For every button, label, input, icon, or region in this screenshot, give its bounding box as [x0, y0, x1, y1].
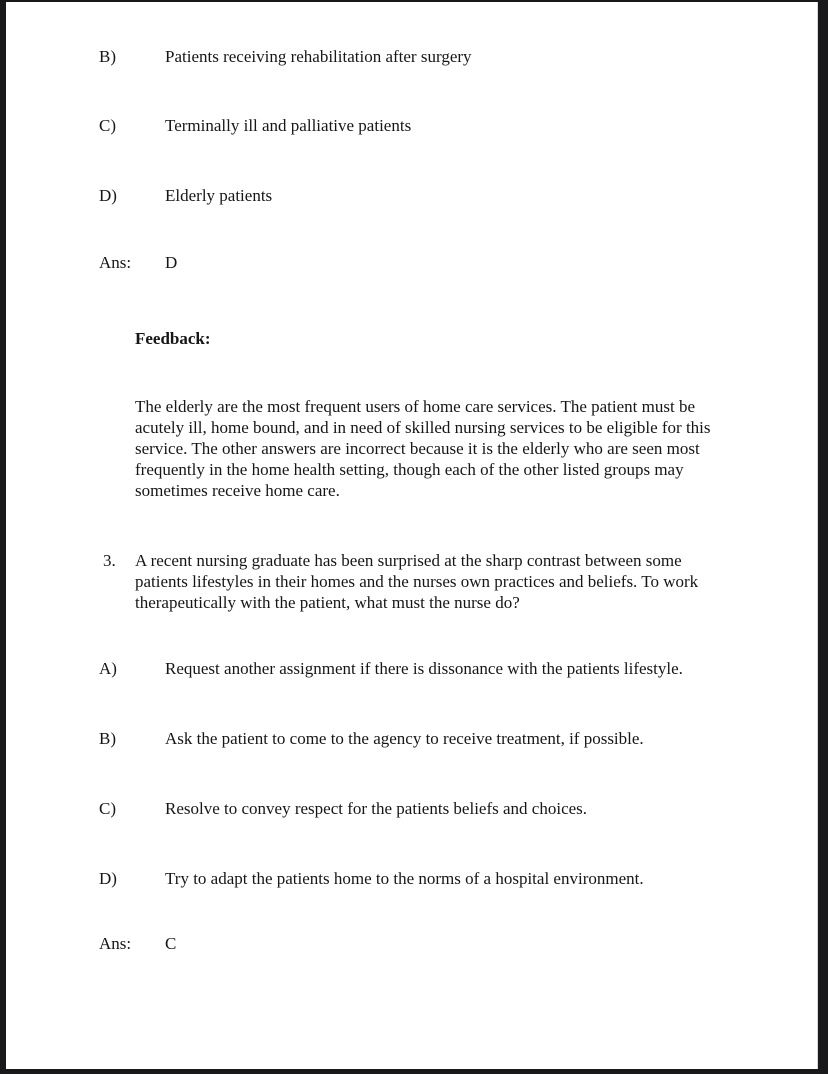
option-letter: A): [99, 659, 117, 678]
option-letter: B): [99, 729, 116, 748]
answer-label: Ans:: [99, 253, 132, 272]
answer-option-row: [0, 728, 828, 749]
answer-option-row: [0, 115, 828, 136]
option-letter: C): [99, 799, 116, 818]
answer-option-row: [0, 185, 828, 206]
feedback-heading: Feedback:: [135, 329, 211, 348]
answer-option-row: [0, 798, 828, 819]
answer-option-row: [0, 658, 828, 679]
option-letter: B): [99, 47, 116, 66]
question-text: A recent nursing graduate has been surprised at the sharp contrast between some patients lifestyles in their homes and the nurses own practices and beliefs. To work therapeutically with the patient, what must the nurse do?: [135, 551, 699, 612]
page-edge-top: [0, 0, 828, 2]
option-text: Request another assignment if there is dissonance with the patients lifestyle.: [165, 659, 683, 678]
option-letter: C): [99, 116, 116, 135]
option-text: Elderly patients: [165, 186, 273, 205]
answer-value: D: [165, 253, 178, 272]
feedback-paragraph: The elderly are the most frequent users of home care services. The patient must be acutely ill, home bound, and in need of skilled nursing services to be eligible for this service. The other answers are incorrect because it is the elderly who are seen most frequently in the home health setting, though each of the other listed groups may sometimes receive home care.: [135, 397, 711, 500]
option-text: Terminally ill and palliative patients: [165, 116, 412, 135]
option-text: Resolve to convey respect for the patients beliefs and choices.: [165, 799, 588, 818]
question-number: 3.: [103, 551, 116, 570]
option-text: Patients receiving rehabilitation after surgery: [165, 47, 472, 66]
option-letter: D): [99, 186, 117, 205]
option-text: Try to adapt the patients home to the norms of a hospital environment.: [165, 869, 644, 888]
feedback-heading-row: [0, 328, 828, 349]
answer-option-row: [0, 46, 828, 67]
page-edge-bottom: [0, 1069, 828, 1074]
page-edge-left: [0, 0, 6, 1074]
page-edge-right: [818, 0, 828, 1074]
answer-row: [0, 933, 828, 954]
answer-row: [0, 252, 828, 273]
answer-option-row: [0, 868, 828, 889]
answer-label: Ans:: [99, 934, 132, 953]
option-text: Ask the patient to come to the agency to receive treatment, if possible.: [165, 729, 644, 748]
option-letter: D): [99, 869, 117, 888]
answer-value: C: [165, 934, 177, 953]
